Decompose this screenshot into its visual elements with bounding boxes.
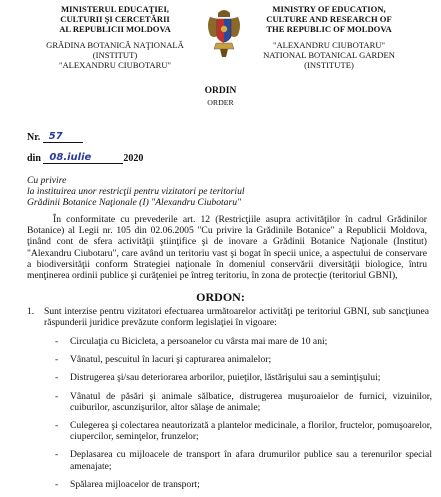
list-item: - Distrugerea şi/sau deteriorarea arborilor, puieţilor, lăstărişului sau a seminţişului;: [54, 372, 432, 383]
subject-line-3: Grădinii Botanice Naţionale (I) "Alexandru Ciubotaru": [27, 197, 242, 208]
intro-text: În conformitate cu prevederile art. 12 (Restricţiile asupra activităţilor în cadrul Grădinilor Botanice) al Legii nr. 105 din 02.06.2005 "Cu privire la Grădinile Botanice" a Republicii Moldova, ţinând cont de sfera activităţii ştiinţifice şi de inovare a Grădinii Botanice Naţionale (Institut) "Alexandru Ciubotaru", care având un teritoriu vast şi bogat în specii unice, a aspectului de conservare a biodiversităţii conform Strategiei naţionale în domeniul conservării diversităţii biologice, întru menţinerea ordinii publice şi curăţeniei pe întreg teritoriu, în zona de protecţie (teritoriul GBNI),: [27, 214, 427, 282]
restrictions-list: [54, 336, 432, 497]
list-item: - Vânatul de păsări şi animale sălbatice, distrugerea muşuroaielor de furnici, vizuinilor, cuiburilor, ascunzişurilor, altor sălaşe de animale;: [54, 391, 432, 413]
subject-line-2: la instituirea unor restricţii pentru vizitatori pe teritoriul: [27, 186, 245, 197]
header-right-english: [254, 4, 404, 70]
garden-en-line-2: NATIONAL BOTANICAL GARDEN: [263, 50, 395, 60]
garden-en-line-3: (INSTITUTE): [304, 60, 354, 70]
list-item: - Vânatul, pescuitul în lacuri şi capturarea animalelor;: [54, 354, 432, 365]
ministry-ro-line-2: CULTURII ŞI CERCETĂRII: [60, 14, 170, 24]
order-date-value: 08.iulie: [49, 152, 92, 163]
list-item: - Deplasarea cu mijloacele de transport în afara drumurilor publice sau a terenurilor special amenajate;: [54, 449, 432, 471]
order-year: 2020: [123, 153, 144, 164]
order-subject: [27, 175, 245, 208]
order-title-ro: ORDIN: [204, 86, 237, 96]
garden-ro-line-2: (INSTITUT): [92, 50, 138, 60]
order-number-line: [27, 132, 83, 143]
list-item: - Spălarea mijloacelor de transport;: [54, 479, 432, 490]
ministry-en-line-3: THE REPUBLIC OF MOLDOVA: [266, 24, 392, 34]
moldova-coat-of-arms-icon: [204, 5, 244, 61]
order-number-label: Nr.: [27, 132, 41, 143]
garden-en-line-1: "ALEXANDRU CIUBOTARU": [272, 40, 386, 50]
order-title-en: ORDER: [207, 98, 234, 107]
ministry-en-line-1: MINISTRY OF EDUCATION,: [272, 4, 386, 14]
order-date-field: [43, 153, 123, 164]
ministry-ro-line-3: AL REPUBLICII MOLDOVA: [59, 24, 171, 34]
ordon-heading: ORDON:: [196, 290, 245, 304]
garden-ro-line-3: "ALEXANDRU CIUBOTARU": [58, 60, 172, 70]
ministry-en-line-2: CULTURE AND RESEARCH OF: [266, 14, 392, 24]
order-date-line: [27, 153, 143, 164]
order-number-field: [43, 132, 83, 143]
order-number-value: 57: [48, 131, 63, 142]
subject-line-1: Cu privire: [27, 175, 67, 186]
intro-paragraph: [27, 214, 427, 281]
point-1-number: 1.: [27, 306, 35, 317]
header-left-romanian: [40, 4, 190, 70]
ministry-ro-line-1: MINISTERUL EDUCAŢIEI,: [61, 4, 169, 14]
point-1-text: Sunt interzise pentru vizitatori efectuarea următoarelor activităţi pe teritoriul GBNI, sub sancţiunea răspunderii juridice prevăzute conform legislaţiei în vigoare:: [44, 306, 429, 329]
garden-ro-line-1: GRĂDINA BOTANICĂ NAŢIONALĂ: [46, 40, 184, 50]
point-1: [27, 306, 429, 328]
order-date-label: din: [27, 153, 41, 164]
list-item: - Circulaţia cu Bicicleta, a persoanelor cu vârsta mai mare de 10 ani;: [54, 336, 432, 347]
list-item: - Culegerea şi colectarea neautorizată a plantelor medicinale, a florilor, fructelor, pomuşoarelor, ciupercilor, seminţelor, frunzelor;: [54, 420, 432, 442]
